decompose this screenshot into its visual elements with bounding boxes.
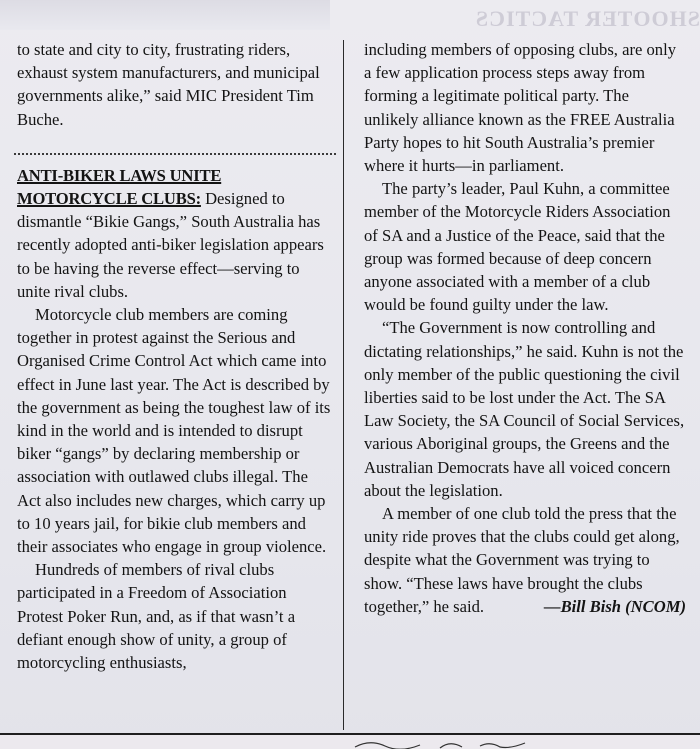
section-gap: [17, 131, 335, 164]
left-paragraph-3: Hundreds of members of rival clubs participated in a Freedom of Association Protest Poker Run, and, as if that wasn’t a defiant enough show of unity, a group of motorcycling enthusiasts,: [17, 560, 296, 673]
left-paragraph-2: Motorcycle club members are coming together in protest against the Serious and Organised Crime Control Act which came into effect in June last year. The Act is described by the government as being the toughest law of its kind in the world and is intended to disrupt biker “gangs” by declaring membership or association with outlawed clubs illegal. The Act also includes new charges, which carry up to 10 years jail, for bikie club members and their associates who engage in group violence.: [17, 305, 331, 557]
article-headline: ANTI-BIKER LAWS UNITE MOTORCYCLE CLUBS:: [17, 165, 222, 209]
left-column: [17, 38, 335, 674]
right-column: [364, 38, 686, 618]
right-paragraph-4: [364, 502, 686, 618]
bleed-through-header: SHOOTER TACTICS: [474, 6, 700, 31]
dotted-separator: [14, 153, 336, 155]
left-paragraph-continued: to state and city to city, frustrating riders, exhaust system manufacturers, and municipal governments alike,” said MIC President Tim Buche.: [17, 40, 320, 129]
closing-text: A member of one club told the press that the unity ride proves that the clubs could get along, despite what the Government was trying to show. “These laws have brought the clubs together,” he said.: [364, 504, 680, 616]
bleed-through-shadow: [0, 0, 330, 30]
right-paragraph-3: “The Government is now controlling and dictating relationships,” he said. Kuhn is not the only member of the public questioning the civil liberties said to be lost under the Act. The SA Law Society, the SA Council of Social Services, various Aboriginal groups, the Greens and the Australian Democrats have all voiced concern about the legislation.: [364, 318, 685, 500]
right-paragraph-1: including members of opposing clubs, are only a few application process steps away from forming a legitimate political party. The unlikely alliance known as the FREE Australia Party hopes to hit South Australia’s premier where it hurts—in parliament.: [364, 40, 676, 176]
article-lead-paragraph: [17, 164, 335, 303]
cropped-illustration: [350, 737, 550, 749]
column-divider: [343, 40, 344, 730]
right-paragraph-2: The party’s leader, Paul Kuhn, a committee member of the Motorcycle Riders Association of SA and a Justice of the Peace, said that the group was formed because of deep concern anyone associated with a member of a club would be found guilty under the law.: [364, 179, 671, 315]
lead-text: Designed to dismantle “Bikie Gangs,” South Australia has recently adopted anti-biker legislation appears to be having the reverse effect—serving to unite rival clubs.: [17, 189, 324, 301]
byline: —Bill Bish (NCOM): [544, 596, 686, 616]
